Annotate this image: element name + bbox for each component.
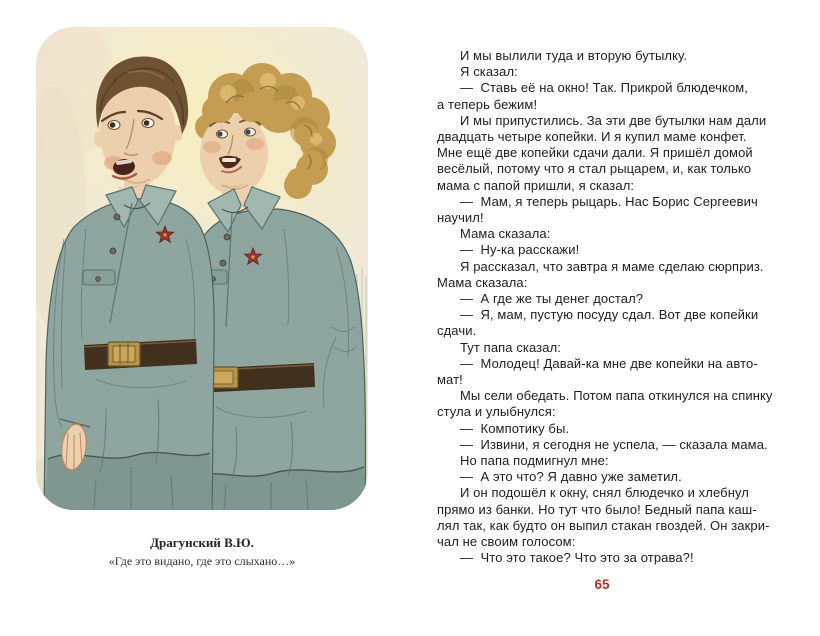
text-line: Но папа подмигнул мне: <box>460 453 609 469</box>
text-line: — А это что? Я давно уже заметил. <box>460 469 682 485</box>
text-line: — Мам, я теперь рыцарь. Нас Борис Сергеевич <box>460 193 758 209</box>
text-line: Я рассказал, что завтра я маме сделаю сюрприз. <box>460 258 764 274</box>
text-line: лял так, как будто он выпил стакан гвоздей. Он закри- <box>437 517 770 533</box>
illustration-svg <box>36 27 368 510</box>
text-line: весёлый, потому что я стал рыцарем, и, как только <box>437 161 752 177</box>
illustration-caption-author: Драгунский В.Ю. <box>150 535 254 550</box>
text-line: — Извини, я сегодня не успела, — сказала мама. <box>460 436 768 452</box>
text-line: прямо из банки. Но тут что было! Бедный папа каш- <box>437 501 757 517</box>
text-line: сдачи. <box>437 323 477 339</box>
text-line: двадцать четыре копейки. И я купил маме конфет. <box>437 129 747 145</box>
text-line: Мама сказала: <box>460 226 551 242</box>
text-line: — Компотику бы. <box>460 420 570 436</box>
text-line: Мы сели обедать. Потом папа откинулся на спинку <box>460 388 773 404</box>
text-line: — А где же ты денег достал? <box>460 291 644 307</box>
text-line: научил! <box>437 210 484 226</box>
text-line: — Я, мам, пустую посуду сдал. Вот две копейки <box>460 307 759 323</box>
text-line: Мама сказала: <box>437 274 528 290</box>
text-line: — Ну-ка расскажи! <box>460 242 580 258</box>
text-line: мат! <box>437 372 463 388</box>
text-line: мама с папой пришли, я сказал: <box>437 177 635 193</box>
story-illustration <box>36 27 368 510</box>
page-number: 65 <box>594 577 610 592</box>
text-line: Тут папа сказал: <box>460 339 561 355</box>
text-line: И мы припустились. За эти две бутылки нам дали <box>460 112 767 128</box>
text-line: И он подошёл к окну, снял блюдечко и хлебнул <box>460 485 749 501</box>
text-line: стула и улыбнулся: <box>437 404 556 420</box>
text-line: Я сказал: <box>460 64 518 80</box>
text-line: чал не своим голосом: <box>437 534 576 550</box>
text-line: — Молодец! Давай-ка мне две копейки на авто- <box>460 355 758 371</box>
illustration-caption-title: «Где это видано, где это слыхано…» <box>108 554 296 568</box>
text-line: Мне ещё две копейки сдачи дали. Я пришёл домой <box>437 145 753 161</box>
text-line: — Ставь её на окно! Так. Прикрой блюдечком, <box>460 80 749 96</box>
text-line: а теперь бежим! <box>437 96 538 112</box>
text-line: И мы вылили туда и вторую бутылку. <box>460 48 688 63</box>
text-line: — Что это такое? Что это за отрава?! <box>460 550 694 566</box>
story-text <box>437 48 789 567</box>
